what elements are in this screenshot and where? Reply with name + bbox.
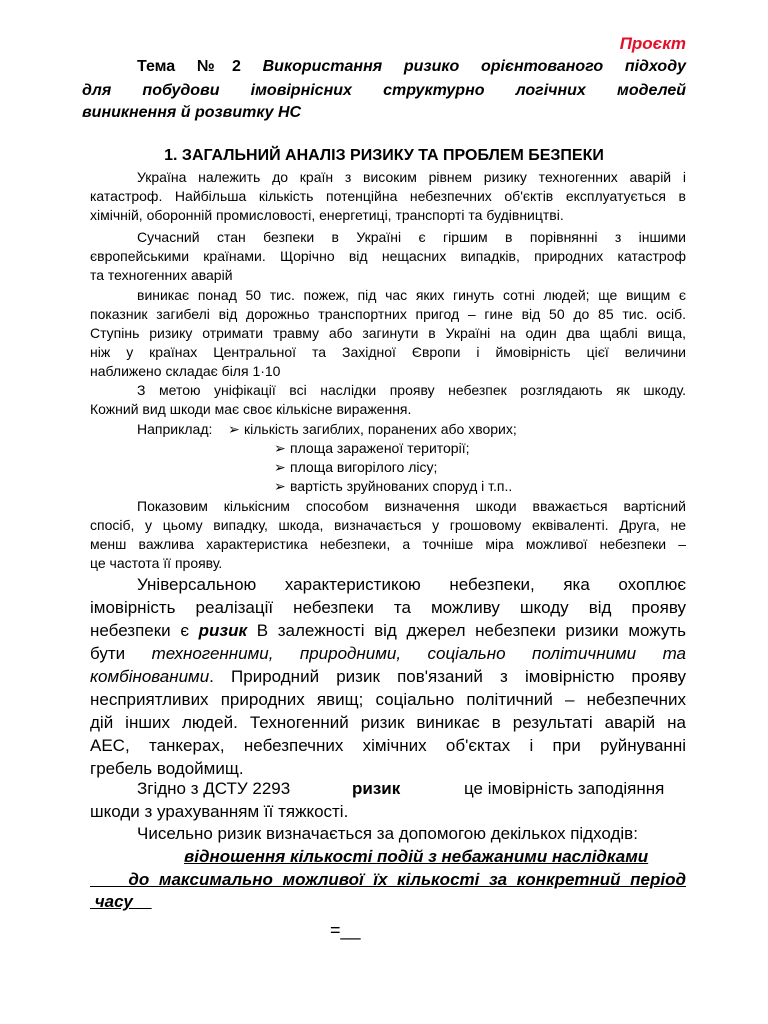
text-line: Показовим кількісним способом визначення шкоди вважається вартісний — [137, 498, 686, 514]
text-line: хімічній, оборонній промисловості, енергетиці, транспорті та будівництві. — [90, 207, 564, 223]
text-line: ніж у країнах Центральної та Західної Європи і ймовірність цієї величини — [90, 344, 686, 360]
text-line: Україна належить до країн з високим рівнем ризику техногенних аварій і — [137, 169, 686, 185]
text-line: виникає понад 50 тис. пожеж, під час яких гинуть сотні людей; ще вищим є — [137, 287, 686, 303]
text-line: дій інших людей. Техногенний ризик виникає в результаті аварій на — [90, 713, 686, 732]
arrow-bullet-icon: ➢ — [228, 421, 240, 437]
text-line: європейськими країнами. Щорічно від нещасних випадків, природних катастроф — [90, 248, 686, 264]
topic-title-line-1 — [137, 56, 686, 77]
arrow-bullet-icon: ➢ — [274, 459, 286, 475]
text-line: Ступінь ризику отримати травму або загинути в Україні на один два щаблі вища, — [90, 325, 686, 341]
text-line: Сучасний стан безпеки в Україні є гіршим в порівнянні з іншими — [137, 229, 686, 245]
text-line: бути техногенними, природними, соціально політичними та — [90, 644, 686, 663]
text-line: Універсальною характеристикою небезпеки, яка охоплює — [137, 575, 686, 594]
definition-line: до максимально можливої їх кількості за конкретний період — [90, 870, 686, 889]
text-line: несприятливих природних явищ; соціально політичний – небезпечних — [90, 690, 686, 709]
text-line: імовірність реалізації небезпеки та можливу шкоду від прояву — [90, 598, 686, 617]
term-risk: ризик — [198, 621, 248, 640]
example-label: Наприклад: — [137, 421, 213, 437]
topic-title-rest: Використання ризико орієнтованого підходу — [262, 58, 686, 75]
text-line: небезпеки є ризик В залежності від джерел небезпеки ризики можуть — [90, 621, 686, 640]
text-line: наближено складає біля 1·10 — [90, 363, 281, 379]
definition-line: часу — [90, 892, 152, 911]
bullet-item: ➢ площа вигорілого лісу; — [274, 459, 438, 475]
text-line: З метою уніфікації всі наслідки прояву небезпек розглядають як шкоду. — [137, 382, 686, 398]
text-line: шкоди з урахуванням її тяжкості. — [90, 802, 349, 821]
text-line: менш важлива характеристика небезпеки, а точніше міра можливої небезпеки – — [90, 536, 686, 552]
draft-label: Проєкт — [619, 34, 686, 53]
text-line: Згідно з ДСТУ 2293 — [137, 779, 291, 798]
text-line: катастроф. Найбільша кількість потенційна небезпечних об'єктів експлуатується в — [90, 188, 686, 204]
arrow-bullet-icon: ➢ — [274, 440, 286, 456]
text-line: показник загибелі від дорожньо транспортних пригод – гине від 50 до 85 тис. осіб. — [90, 306, 686, 322]
bullet-item: ➢ вартість зруйнованих споруд і т.п.. — [274, 478, 513, 494]
text-line: Чисельно ризик визначається за допомогою декількох підходів: — [137, 824, 638, 843]
arrow-bullet-icon: ➢ — [274, 478, 286, 494]
text-line: комбінованими. Природний ризик пов'язаний з імовірністю прояву — [90, 667, 686, 686]
text-line: спосіб, у цьому випадку, шкода, визначається у грошовому еквіваленті. Друга, не — [90, 517, 686, 533]
definition-line: відношення кількості подій з небажаними наслідками — [184, 847, 649, 866]
term-risk-bold: ризик — [352, 779, 401, 798]
text-line: та техногенних аварій — [90, 267, 233, 283]
topic-prefix: Тема №2 — [137, 58, 241, 75]
topic-title-line-3: виникнення й розвитку НС — [82, 104, 302, 121]
bullet-item: ➢ кількість загиблих, поранених або хворих; — [228, 421, 517, 437]
formula-fragment: =__ — [330, 920, 361, 940]
bullet-item: ➢ площа зараженої території; — [274, 440, 470, 456]
text-line: Кожний вид шкоди має своє кількісне вираження. — [90, 401, 412, 417]
text-line: це імовірність заподіяння — [464, 779, 665, 798]
section-heading: 1. ЗАГАЛЬНИЙ АНАЛІЗ РИЗИКУ ТА ПРОБЛЕМ БЕЗПЕКИ — [164, 147, 604, 164]
text-line: гребель водоймищ. — [90, 759, 244, 778]
text-line: АЕС, танкерах, небезпечних хімічних об'єктах і при руйнуванні — [90, 736, 686, 755]
text-line: це частота її прояву. — [90, 555, 223, 571]
topic-title-line-2: для побудови імовірнісних структурно логічних моделей — [82, 82, 686, 99]
risk-types: техногенними, природними, соціально політичними та — [151, 644, 686, 663]
